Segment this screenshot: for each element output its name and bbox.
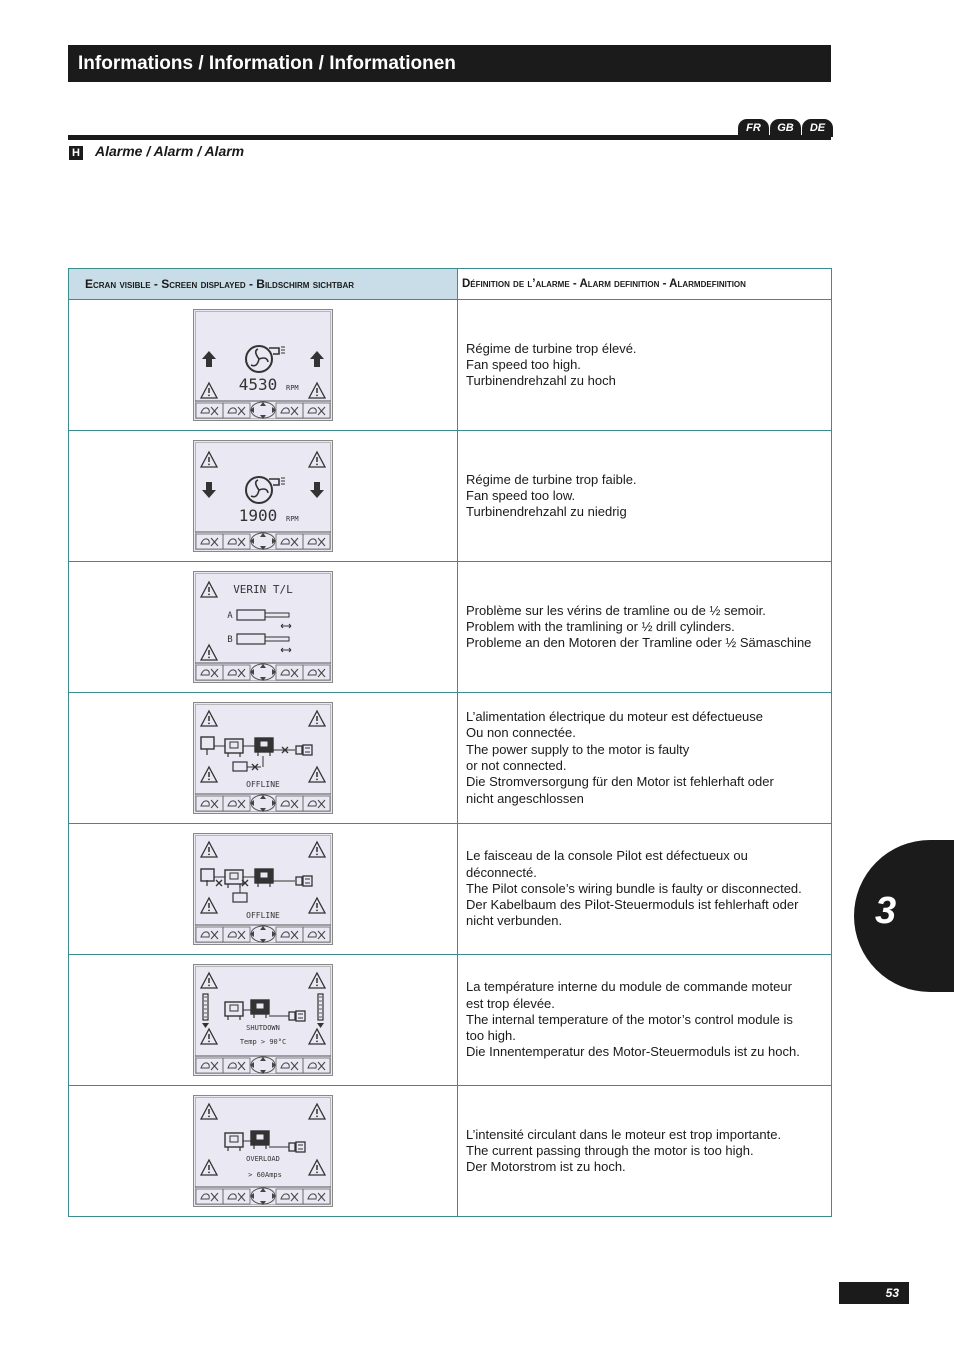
cylinder-label: B bbox=[227, 635, 233, 645]
definition-line: Der Motorstrom ist zu hoch. bbox=[466, 1159, 626, 1175]
definition-line: déconnecté. bbox=[466, 864, 537, 880]
definition-line: L’alimentation électrique du moteur est défectueuse bbox=[466, 709, 764, 725]
definition-line: Régime de turbine trop élevé. bbox=[466, 340, 637, 356]
definition-line: L’intensité circulant dans le moteur est trop importante. bbox=[466, 1126, 782, 1142]
lcd-screen-image bbox=[193, 440, 333, 552]
cylinder-label: A bbox=[227, 611, 233, 621]
language-tab-de: DE bbox=[802, 119, 833, 137]
definition-line: Die Stromversorgung für den Motor ist fehlerhaft oder bbox=[466, 774, 774, 790]
section-title: Alarme / Alarm / Alarm bbox=[95, 143, 245, 159]
column-header-definition: Définition de l’alarme - Alarm definition - Alarmdefinition bbox=[458, 269, 832, 300]
definition-line: Der Kabelbaum des Pilot-Steuermoduls ist fehlerhaft oder bbox=[466, 897, 799, 913]
definition-line: Le faisceau de la console Pilot est défectueux ou bbox=[466, 848, 748, 864]
definition-line: nicht verbunden. bbox=[466, 913, 563, 929]
status-text: SHUTDOWN bbox=[246, 1024, 280, 1032]
table-row bbox=[69, 1086, 832, 1217]
lcd-screen-image bbox=[193, 571, 333, 683]
speed-unit: RPM bbox=[286, 515, 299, 523]
screen-cell bbox=[69, 300, 458, 431]
table-header-row bbox=[69, 269, 832, 300]
alarm-definition bbox=[458, 431, 832, 562]
language-tab-fr: FR bbox=[738, 119, 769, 137]
chapter-number: 3 bbox=[875, 890, 897, 932]
definition-line: est trop élevée. bbox=[466, 995, 555, 1011]
definition-line: Fan speed too high. bbox=[466, 356, 581, 372]
alarm-definition bbox=[458, 693, 832, 824]
speed-value: 4530 bbox=[238, 375, 278, 394]
language-tab-gb: GB bbox=[770, 119, 801, 137]
definition-line: La température interne du module de commande moteur bbox=[466, 979, 792, 995]
alarm-definition bbox=[458, 562, 832, 693]
chapter-tab bbox=[854, 840, 954, 992]
status-text: OVERLOAD bbox=[246, 1155, 280, 1163]
table-row bbox=[69, 300, 832, 431]
status-text: OFFLINE bbox=[246, 911, 280, 920]
lcd-screen-image bbox=[193, 964, 333, 1076]
definition-line: The internal temperature of the motor’s control module is bbox=[466, 1011, 793, 1027]
table-row bbox=[69, 431, 832, 562]
definition-line: Die Innentemperatur des Motor-Steuermoduls ist zu hoch. bbox=[466, 1044, 800, 1060]
table-row bbox=[69, 955, 832, 1086]
screen-cell bbox=[69, 955, 458, 1086]
alarm-definition bbox=[458, 300, 832, 431]
screen-cell bbox=[69, 693, 458, 824]
lcd-screen-image bbox=[193, 833, 333, 945]
speed-unit: RPM bbox=[286, 384, 299, 392]
definition-line: Fan speed too low. bbox=[466, 487, 576, 503]
alarm-definition bbox=[458, 1086, 832, 1217]
definition-line: The Pilot console’s wiring bundle is faulty or disconnected. bbox=[466, 880, 802, 896]
definition-line: Probleme an den Motoren der Tramline oder ½ Sämaschine bbox=[466, 635, 812, 651]
page-header: Informations / Information / Informationen bbox=[68, 45, 831, 82]
definition-line: too high. bbox=[466, 1028, 516, 1044]
definition-line: Problem with the tramlining or ½ drill cylinders. bbox=[466, 618, 735, 634]
page-number: 53 bbox=[839, 1282, 909, 1304]
definition-line: Ou non connectée. bbox=[466, 725, 576, 741]
definition-line: The current passing through the motor is too high. bbox=[466, 1142, 754, 1158]
definition-line: or not connected. bbox=[466, 758, 567, 773]
screen-cell bbox=[69, 431, 458, 562]
screen-cell bbox=[69, 562, 458, 693]
speed-value: 1900 bbox=[238, 506, 278, 525]
lcd-screen-image bbox=[193, 1095, 333, 1207]
section-letter: H bbox=[69, 146, 83, 160]
header-rule bbox=[68, 135, 831, 140]
alarm-definition bbox=[458, 824, 832, 955]
alarm-definition bbox=[458, 955, 832, 1086]
table-row bbox=[69, 824, 832, 955]
definition-line: nicht angeschlossen bbox=[466, 790, 584, 806]
lcd-screen-image bbox=[193, 702, 333, 814]
definition-line: Turbinendrehzahl zu niedrig bbox=[466, 504, 627, 520]
lcd-screen-image bbox=[193, 309, 333, 421]
status-detail: Temp > 90°C bbox=[239, 1038, 287, 1046]
definition-line: Régime de turbine trop faible. bbox=[466, 471, 637, 487]
table-row bbox=[69, 693, 832, 824]
definition-line: The power supply to the motor is faulty bbox=[466, 741, 690, 757]
definition-line: Problème sur les vérins de tramline ou de ½ semoir. bbox=[466, 602, 766, 618]
table-row bbox=[69, 562, 832, 693]
screen-title: VERIN T/L bbox=[233, 583, 293, 596]
screen-cell bbox=[69, 1086, 458, 1217]
column-header-screen: Ecran visible - Screen displayed - Bildschirm sichtbar bbox=[69, 269, 458, 300]
status-text: OFFLINE bbox=[246, 780, 280, 789]
alarm-table bbox=[68, 268, 832, 1217]
definition-line: Turbinendrehzahl zu hoch bbox=[466, 373, 616, 389]
status-detail: > 60Amps bbox=[248, 1171, 282, 1179]
screen-cell bbox=[69, 824, 458, 955]
